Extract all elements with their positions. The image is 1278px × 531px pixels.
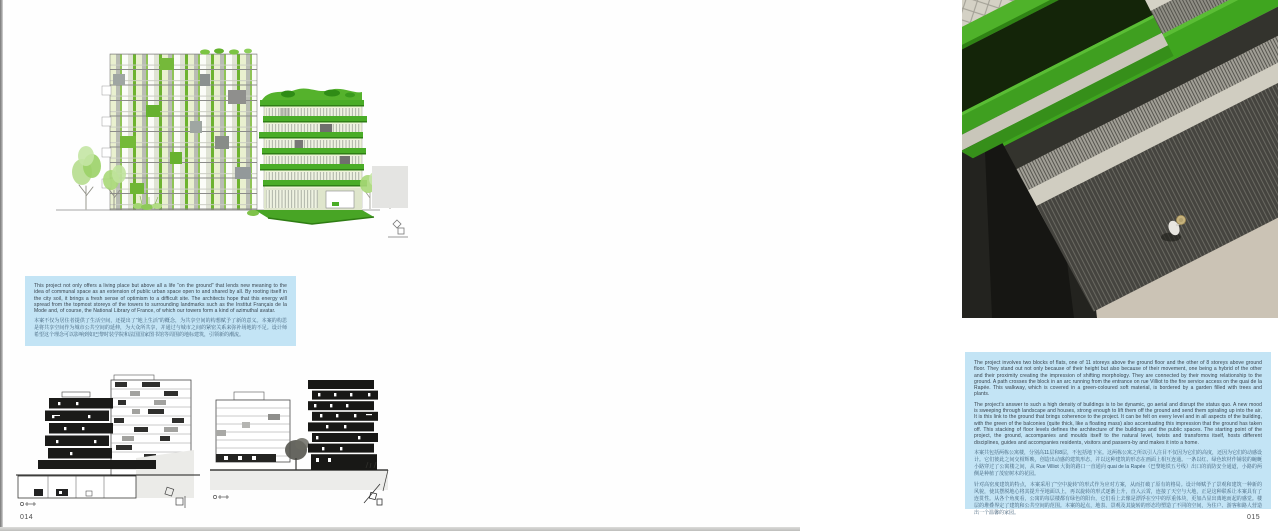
tree [285, 438, 309, 470]
page-number-left: 014 [20, 514, 34, 521]
intro-text-panel [25, 276, 296, 346]
project-paragraph-2-zh: 针对高密度建筑的特点，本案采用了“空中旋转”的形式作为应对方案，从而打破了原有的格局。设计师赋予了景观和建筑一种新的风貌，使其摆脱地心将其提升至地面以上，再以旋转的形式逐渐上升，直入云霄，连接了天空与大地，正是这种联系让本案具有了连贯性。从各个角度看，公寓的每层楼都有绿色的阳台，它们看上去像是漂浮在空中的厚重体块，更加凸显出离地而起的感觉。楼层的堆叠界定了建筑和公共空间的范围。本案的起点，地表、景观及其旋转的形态均塑造了不同的空间，为住户、游客和路人营造出一个温馨的家园。 [974, 481, 1262, 516]
project-paragraph-2-en: The project’s answer to such a high density of buildings is to be dynamic, go aerial and disrupt the status quo. A new mood is sweeping through landscape and houses, strong enough to lift them off the ground and send them spiraling up into the air. It is this link to the ground that brings coherence to the project. It can be felt on every level and in all aspects of the building, with the green of the balconies (quite thick, like a floating mass) also accentuating this impression that the ground has taken off. This stacking of floor levels defines the architecture of the buildings and the public spaces. The starting point of the project, the ground, accompanies and moulds itself to the natural level, twists and transforms itself, hosts different disciplines, guides and accompanies residents, visitors and passers-by and makes it into a home. [974, 401, 1262, 446]
intro-paragraph-en: This project not only offers a living place but above all a life “on the ground” that lends new meaning to the idea of communal space as an extension of public urban space open to and shared by all. By rooting itself in the city soil, it brings a fresh sense of optimism to a difficult site. The architects hope that this energy will spread from the topmost storeys of the towers to surrounding landmarks such as the Institut Français de la Mode and, of course, the National Library of France, of which our towers form a kind of azimuthal avatar. [34, 283, 287, 315]
page-left [3, 0, 478, 531]
tree [72, 146, 101, 209]
project-text-panel [965, 352, 1271, 516]
scale-icon [20, 502, 36, 506]
white-building-shape [216, 392, 290, 462]
page-number-right: 015 [1247, 514, 1261, 521]
black-building-shape [308, 380, 378, 470]
scale-icon [213, 495, 229, 499]
elevation-drawing-color [50, 38, 390, 248]
aerial-photo [962, 0, 1278, 318]
plinth-shape [210, 470, 388, 490]
gray-section-shape [136, 450, 194, 498]
scale-icon [388, 220, 408, 237]
green-ground-wedge [255, 210, 374, 224]
page-bottom-edge [0, 527, 800, 531]
basement-section-shape [18, 476, 136, 498]
tower-right-shape [255, 88, 374, 224]
background-building-shape [372, 166, 408, 208]
elevation-drawing-bw-left [14, 370, 206, 514]
intro-paragraph-zh: 本案不仅为居住者提供了生活空间，还提出了“地上生活”的概念，为共享空间的构想赋予了新的意义。本案的构思是将共享空间作为城市公共空间的延伸，为大众所共享，并通过与城市之间的紧密关系来弥补场地的不足。设计师希望这个理念可以影响到如巴黎时装学院和法国国家图书馆等周围的地标建筑，引领新的潮流。 [34, 318, 287, 339]
tower-left-shape [102, 48, 257, 210]
elevation-drawing-bw-right [208, 370, 394, 514]
project-paragraph-1-zh: 本案共包括两栋公寓楼，分别高11层和8层，不包括地下室。这两栋公寓之所以引人注目不仅因为它们的高度，还因为它们的动感设计。它们彼此之间交相辉映，创造出动感的建筑形态，并以这种建筑的形态在画面上相互连通。一条以红、绿色软材作铺装的蜿蜒小路穿过了公寓楼之间，从 Rue Villiot 大街的路口一直通向 quai de la Rapée（巴黎地铁五号线）出口的消防安全通道，小路的两侧是种植了茂密树木的花园。 [974, 449, 1262, 477]
page-right [478, 0, 1262, 531]
project-paragraph-1-en: The project involves two blocks of flats, one of 11 storeys above the ground floor and the other of 8 storeys above ground floor. They stand out not only because of their height but also because of their movement, one being a hybrid of the other and their proximity creating the impression of shifting morphology. They are connected by their moving relationship to the ground. A path crosses the block in an arc running from the entrance on rue Villiot to the fire service access on the quai de la Rapée. This walkway, which is covered in a green-coloured soft material, is bordered by a garden filled with trees and plants. [974, 360, 1262, 398]
